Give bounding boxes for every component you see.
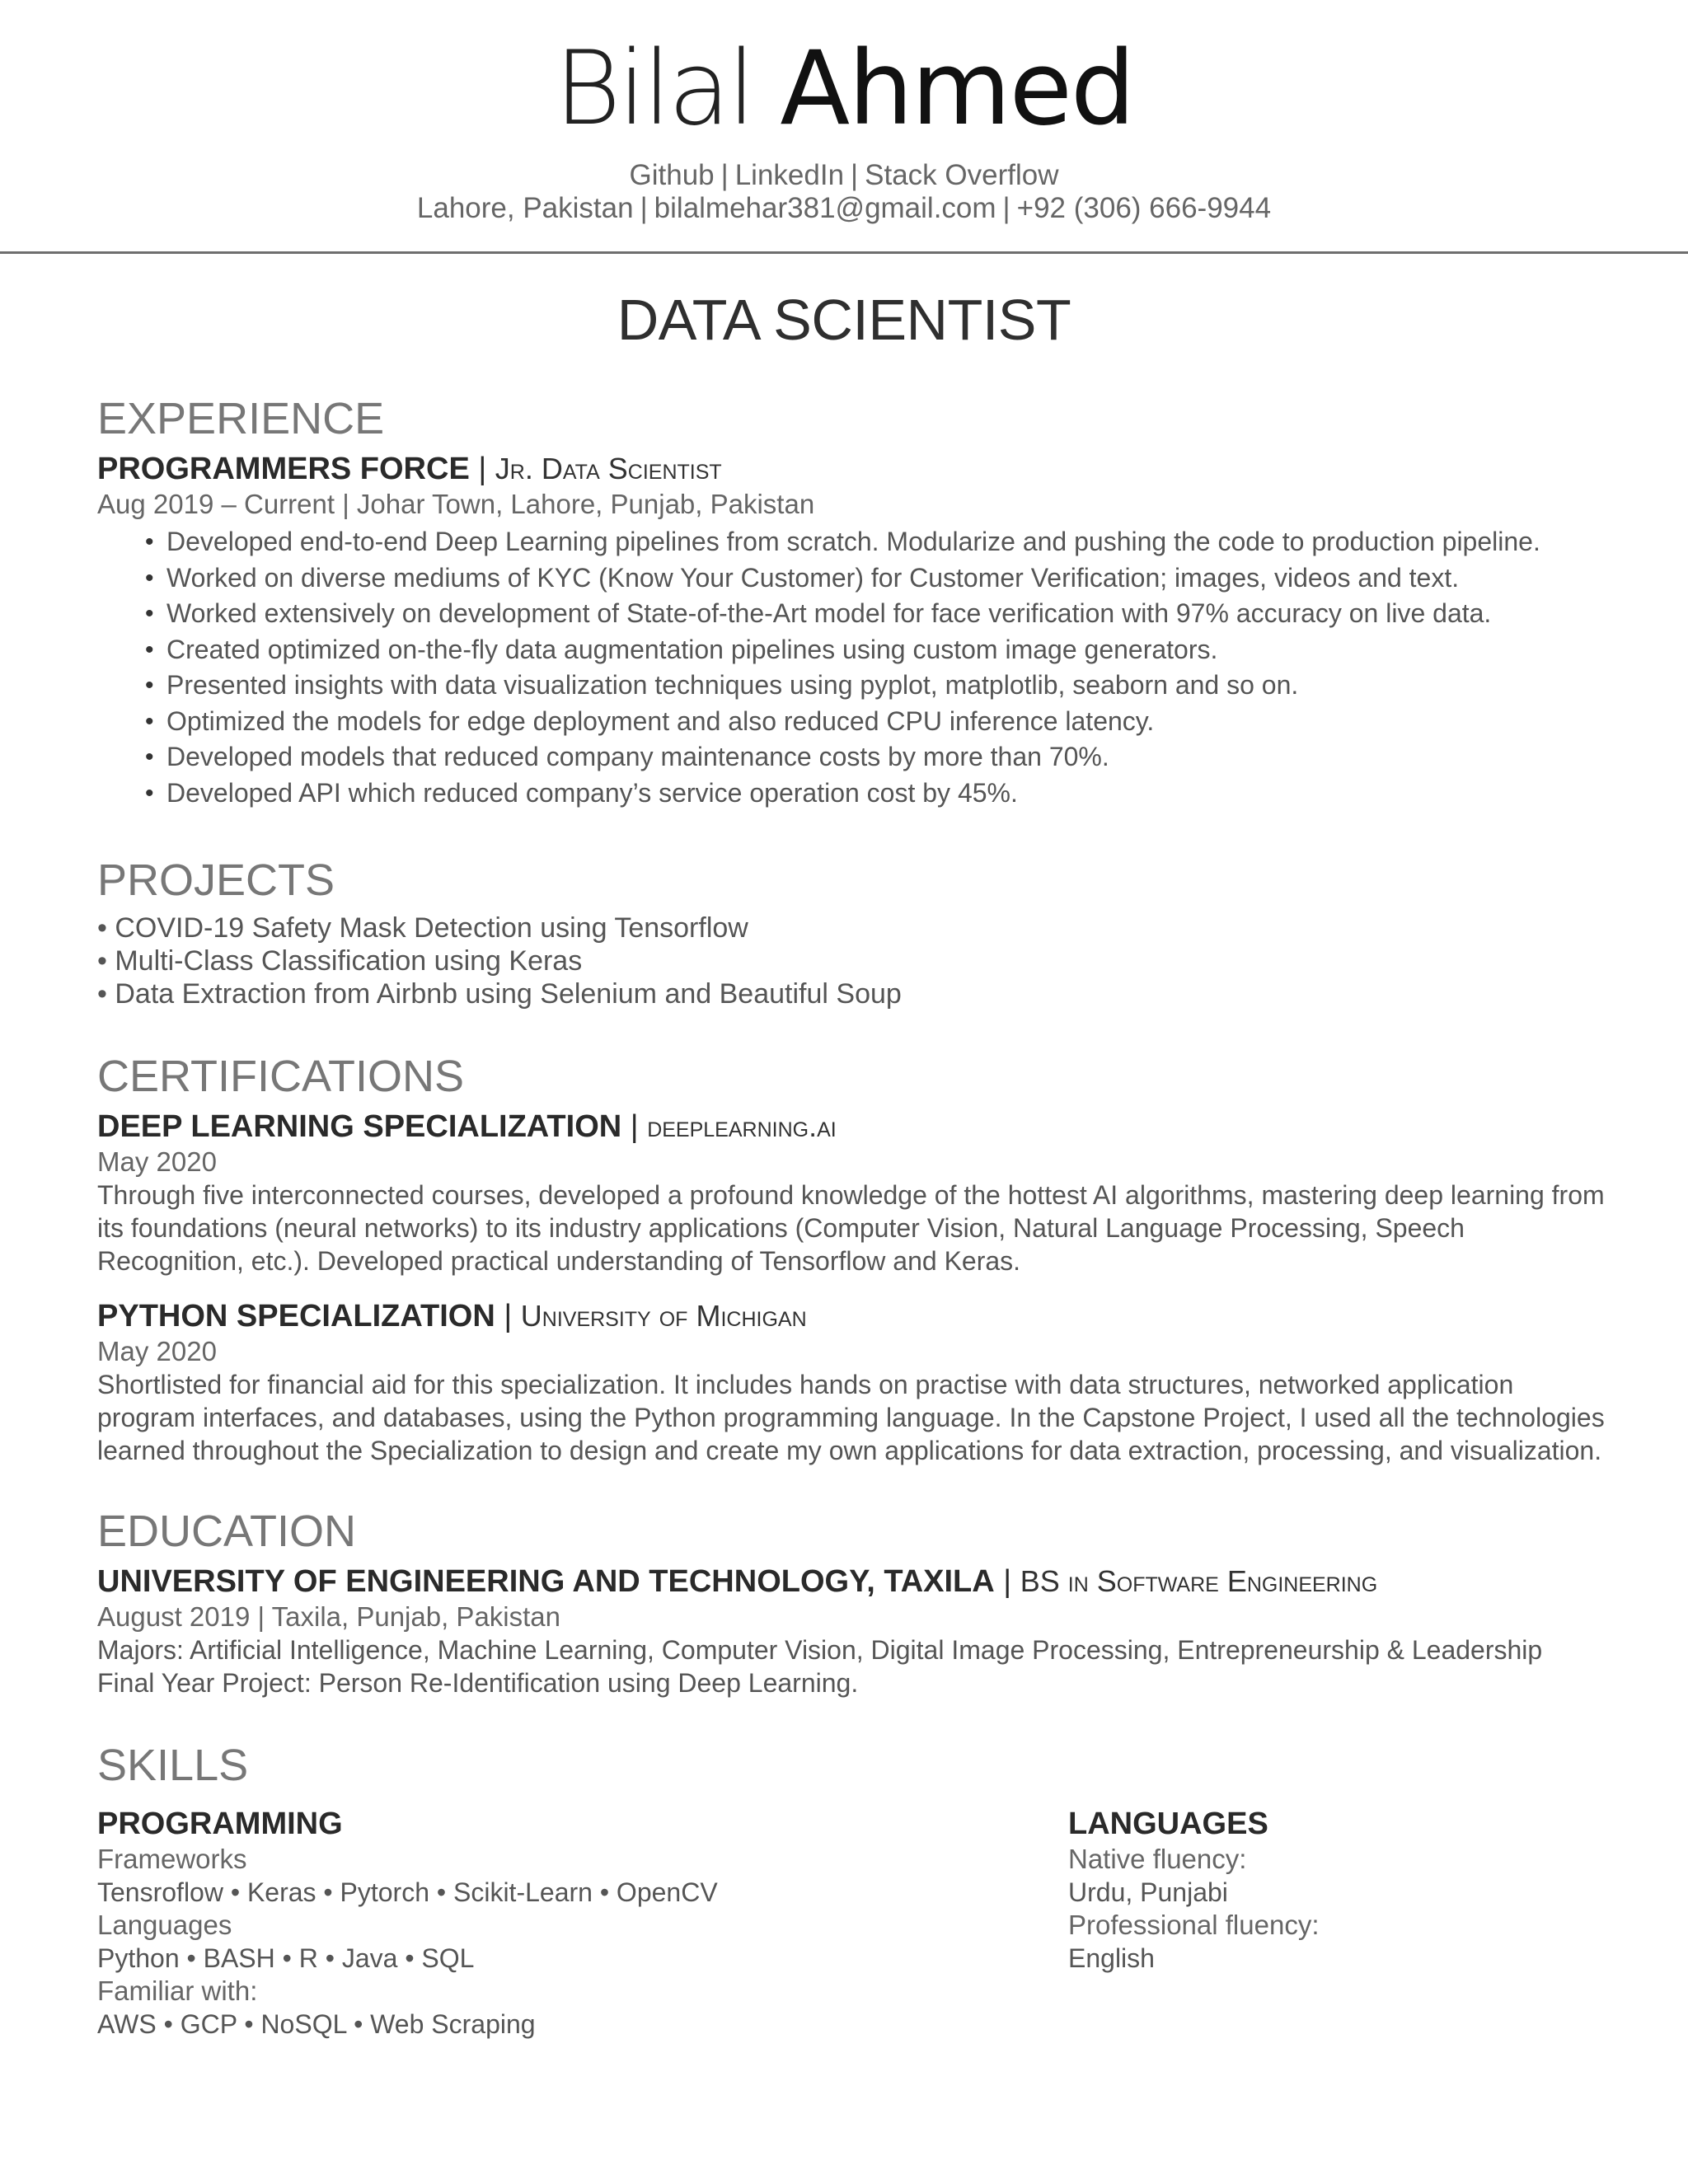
list-item: • COVID-19 Safety Mask Detection using Tensorflow <box>97 912 748 944</box>
languages-title: LANGUAGES <box>1068 1807 1268 1841</box>
experience-meta: Aug 2019 – Current | Johar Town, Lahore, Punjab, Pakistan <box>97 489 815 519</box>
list-item: • Developed models that reduced company maintenance costs by more than 70%. <box>97 739 1540 776</box>
native-fluency-label: Native fluency: <box>1068 1844 1247 1874</box>
spoken-languages <box>1068 1805 1320 1975</box>
native-fluency-value: Urdu, Punjabi <box>1068 1877 1228 1907</box>
certification-issuer: deeplearning.ai <box>647 1109 837 1143</box>
certification-date: May 2020 <box>97 1336 217 1366</box>
education-title <box>97 1563 1377 1601</box>
certification-name: DEEP LEARNING SPECIALIZATION <box>97 1109 622 1144</box>
list-item: • Worked extensively on development of State-of-the-Art model for face verification with 97% accuracy on live data. <box>97 596 1540 632</box>
phone-number: +92 (306) 666-9944 <box>1016 192 1272 224</box>
frameworks-value: Tensroflow • Keras • Pytorch • Scikit-Learn • OpenCV <box>97 1877 718 1907</box>
list-item: • Developed API which reduced company’s service operation cost by 45%. <box>97 776 1540 812</box>
role-title: Jr. Data Scientist <box>495 452 722 485</box>
familiar-value: AWS • GCP • NoSQL • Web Scraping <box>97 2009 536 2039</box>
list-item: • Developed end-to-end Deep Learning pipelines from scratch. Modularize and pushing the code to production pipeline. <box>97 524 1540 560</box>
separator: | <box>1002 192 1010 224</box>
professional-fluency-label: Professional fluency: <box>1068 1910 1320 1940</box>
skills-heading: SKILLS <box>97 1741 249 1790</box>
certification-description: Shortlisted for financial aid for this specialization. It includes hands on practise with data structures, networked application program interfaces, and databases, using the Python programming language. In the Capstone Project, I used all the technologies learned throughout the Specialization to design and create my own applications for data extraction, processing, and visualization. <box>97 1370 1605 1465</box>
list-item: • Presented insights with data visualization techniques using pyplot, matplotlib, seaborn and so on. <box>97 668 1540 704</box>
stackoverflow-link[interactable]: Stack Overflow <box>865 159 1059 191</box>
last-name: Ahmed <box>780 30 1134 148</box>
languages-label: Languages <box>97 1910 232 1940</box>
frameworks-label: Frameworks <box>97 1844 247 1874</box>
certification-issuer: University of Michigan <box>520 1299 807 1333</box>
separator: | <box>478 452 495 486</box>
separator: | <box>630 1109 648 1144</box>
certification-name: PYTHON SPECIALIZATION <box>97 1299 495 1333</box>
certification-title <box>97 1297 807 1335</box>
experience-heading: EXPERIENCE <box>97 394 385 443</box>
list-item: • Data Extraction from Airbnb using Selenium and Beautiful Soup <box>97 978 902 1010</box>
separator: | <box>640 192 648 224</box>
certifications-heading: CERTIFICATIONS <box>97 1052 465 1101</box>
degree: BS in Software Engineering <box>1020 1564 1378 1598</box>
profile-links <box>0 158 1688 193</box>
email-link[interactable]: bilalmehar381@gmail.com <box>654 192 996 224</box>
list-item: • Created optimized on-the-fly data augmentation pipelines using custom image generators. <box>97 632 1540 668</box>
school-name: UNIVERSITY OF ENGINEERING AND TECHNOLOGY, TAXILA <box>97 1564 995 1599</box>
programming-title: PROGRAMMING <box>97 1807 343 1841</box>
first-name: Bilal <box>554 30 753 148</box>
candidate-name <box>0 31 1688 147</box>
separator: | <box>851 159 859 191</box>
separator: | <box>1003 1564 1020 1599</box>
github-link[interactable]: Github <box>629 159 715 191</box>
list-item: • Multi-Class Classification using Keras <box>97 945 583 977</box>
company-name: PROGRAMMERS FORCE <box>97 452 470 486</box>
location: Lahore, Pakistan <box>416 192 634 224</box>
programming-skills <box>97 1805 718 2041</box>
contact-details <box>0 191 1688 226</box>
projects-heading: PROJECTS <box>97 855 335 905</box>
job-title: DATA SCIENTIST <box>617 288 1071 352</box>
resume-header <box>0 0 1688 254</box>
certification-title <box>97 1108 837 1146</box>
list-item: • Optimized the models for edge deployment and also reduced CPU inference latency. <box>97 704 1540 740</box>
certification-date: May 2020 <box>97 1146 217 1177</box>
projects-list <box>97 912 902 1010</box>
list-item: • Worked on diverse mediums of KYC (Know Your Customer) for Customer Verification; images, videos and text. <box>97 560 1540 597</box>
professional-fluency-value: English <box>1068 1943 1155 1973</box>
education-heading: EDUCATION <box>97 1507 357 1556</box>
separator: | <box>720 159 729 191</box>
languages-value: Python • BASH • R • Java • SQL <box>97 1943 475 1973</box>
experience-entry-title <box>97 450 722 488</box>
education-meta: August 2019 | Taxila, Punjab, Pakistan <box>97 1601 560 1632</box>
education-majors: Majors: Artificial Intelligence, Machine Learning, Computer Vision, Digital Image Processing, Entrepreneurship & Leadership <box>97 1635 1543 1665</box>
linkedin-link[interactable]: LinkedIn <box>734 159 845 191</box>
certification-description: Through five interconnected courses, developed a profound knowledge of the hottest AI algorithms, mastering deep learning from its foundations (neural networks) to its industry applications (Computer Vision, Natural Language Processing, Speech Recognition, etc.). Developed practical understanding of Tensorflow and Keras. <box>97 1180 1605 1276</box>
familiar-label: Familiar with: <box>97 1975 258 2006</box>
experience-bullets <box>97 524 1540 811</box>
education-final-project: Final Year Project: Person Re-Identification using Deep Learning. <box>97 1668 859 1698</box>
separator: | <box>504 1299 521 1333</box>
